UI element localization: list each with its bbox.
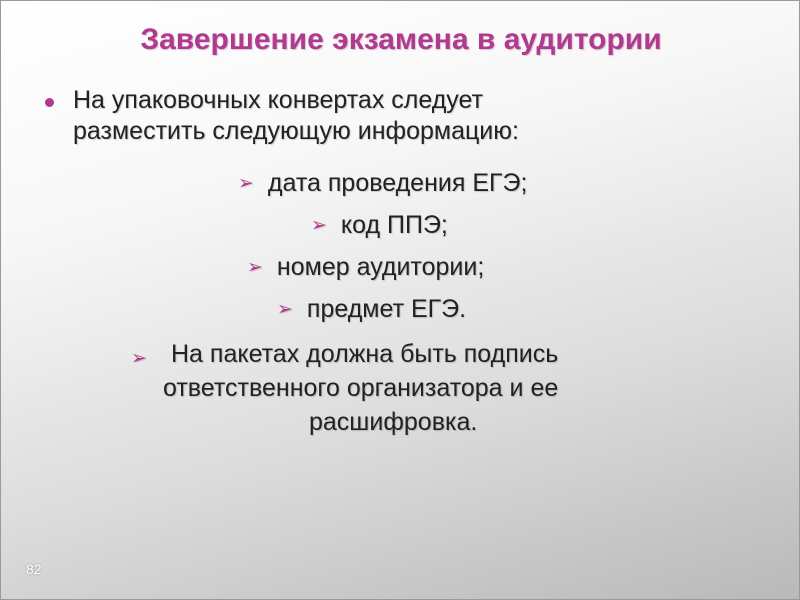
main-bullet-line-1: На упаковочных конвертах следует: [73, 86, 484, 114]
sub-item-date: [238, 168, 527, 199]
arrow-bullet-icon: ➢: [238, 173, 254, 194]
final-item-line-2: ответственного организатора и ее: [163, 374, 559, 402]
sub-item-label: предмет ЕГЭ.: [306, 295, 467, 323]
main-bullet-text: [73, 85, 673, 147]
sub-item-label: дата проведения ЕГЭ;: [267, 169, 528, 197]
arrow-bullet-icon: ➢: [311, 215, 327, 236]
arrow-bullet-icon: ➢: [131, 348, 147, 369]
sub-item-room-number: [247, 252, 484, 283]
arrow-bullet-icon: ➢: [247, 257, 263, 278]
final-item-line-3: расшифровка.: [309, 408, 478, 436]
arrow-bullet-icon: ➢: [277, 299, 293, 320]
sub-item-ppe-code: [311, 210, 448, 241]
bullet-dot-icon: [45, 98, 54, 107]
slide-title: Завершение экзамена в аудитории: [140, 23, 662, 56]
main-bullet-line-2: разместить следующую информацию:: [73, 117, 519, 145]
sub-item-label: код ППЭ;: [340, 211, 448, 239]
sub-item-subject: [277, 294, 466, 325]
sub-item-label: номер аудитории;: [276, 253, 485, 281]
page-number: 82: [26, 561, 42, 577]
final-item-line-1: На пакетах должна быть подпись: [171, 340, 559, 368]
